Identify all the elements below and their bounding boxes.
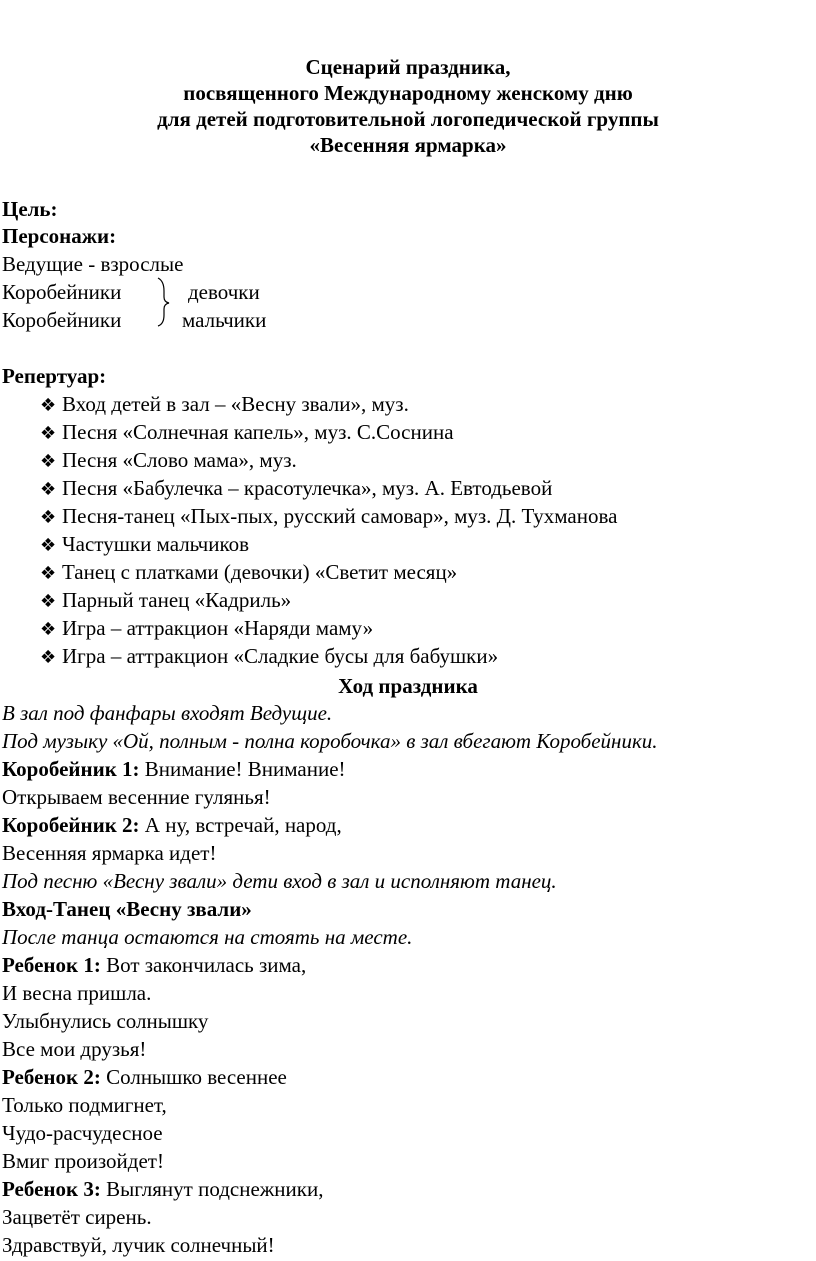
stage-direction-2: Под музыку «Ой, полным - полна коробочка» в зал вбегают Коробейники. [2, 729, 658, 753]
repertoire-item [40, 391, 409, 419]
speaker-label: Коробейник 2: [2, 813, 140, 837]
stage-direction-4: После танца остаются на стоять на месте. [2, 925, 413, 949]
goal-label: Цель: [2, 197, 58, 221]
child-2-line [2, 1064, 287, 1090]
speech-line: Только подмигнет, [2, 1093, 167, 1117]
speech-line: Зацветёт сирень. [2, 1205, 152, 1229]
peddler-1-line [2, 756, 346, 782]
grouping-brace [156, 277, 170, 327]
repertoire-item-text: Песня «Бабулечка – красотулечка», муз. А. Евтодьевой [62, 476, 553, 500]
repertoire-item-text: Парный танец «Кадриль» [62, 588, 292, 612]
speaker-label: Ребенок 3: [2, 1177, 101, 1201]
repertoire-item [40, 447, 297, 475]
peddler-2-line [2, 812, 342, 838]
repertoire-item-text: Танец с платками (девочки) «Светит месяц» [62, 560, 458, 584]
document-title [0, 54, 816, 158]
repertoire-item [40, 419, 454, 447]
characters-peddler-2: Коробейники [2, 308, 122, 332]
repertoire-item [40, 615, 373, 643]
title-line-1: Сценарий праздника, [305, 55, 511, 79]
repertoire-item-text: Песня «Слово мама», муз. [62, 448, 297, 472]
speaker-label: Ребенок 1: [2, 953, 101, 977]
repertoire-item-text: Вход детей в зал – «Весну звали», муз. [62, 392, 409, 416]
diamond-bullet-icon: ❖ [40, 423, 57, 444]
speech-text: Внимание! Внимание! [139, 757, 346, 781]
speech-line: Весенняя ярмарка идет! [2, 841, 217, 865]
speech-line: Улыбнулись солнышку [2, 1009, 209, 1033]
diamond-bullet-icon: ❖ [40, 395, 57, 416]
diamond-bullet-icon: ❖ [40, 479, 57, 500]
repertoire-item [40, 475, 552, 503]
repertoire-item-text: Песня «Солнечная капель», муз. С.Соснина [62, 420, 454, 444]
repertoire-item [40, 503, 617, 531]
repertoire-item [40, 587, 291, 615]
diamond-bullet-icon: ❖ [40, 619, 57, 640]
speech-line: Здравствуй, лучик солнечный! [2, 1233, 275, 1257]
speech-line: Все мои друзья! [2, 1037, 147, 1061]
diamond-bullet-icon: ❖ [40, 647, 57, 668]
diamond-bullet-icon: ❖ [40, 451, 57, 472]
speech-line: И весна пришла. [2, 981, 152, 1005]
title-line-3: для детей подготовительной логопедической группы [157, 107, 659, 131]
speech-line: Вмиг произойдет! [2, 1149, 164, 1173]
diamond-bullet-icon: ❖ [40, 507, 57, 528]
characters-peddler-1: Коробейники [2, 280, 122, 304]
speech-text: Солнышко весеннее [100, 1065, 287, 1089]
title-line-4: «Весенняя ярмарка» [309, 133, 507, 157]
child-1-line [2, 952, 306, 978]
repertoire-item-text: Частушки мальчиков [62, 532, 250, 556]
repertoire-label: Репертуар: [2, 364, 107, 388]
repertoire-item-text: Игра – аттракцион «Наряди маму» [62, 616, 374, 640]
characters-peddler-2-group: мальчики [182, 308, 267, 332]
characters-label: Персонажи: [2, 224, 117, 248]
speech-text: Вот закончилась зима, [100, 953, 307, 977]
repertoire-item-text: Песня-танец «Пых-пых, русский самовар», муз. Д. Тухманова [62, 504, 618, 528]
dance-heading: Вход-Танец «Весну звали» [2, 897, 252, 921]
stage-direction-1: В зал под фанфары входят Ведущие. [2, 701, 333, 725]
repertoire-item-text: Игра – аттракцион «Сладкие бусы для бабушки» [62, 644, 499, 668]
child-3-line [2, 1176, 323, 1202]
repertoire-item [40, 531, 249, 559]
speech-text: Выглянут подснежники, [100, 1177, 324, 1201]
diamond-bullet-icon: ❖ [40, 535, 57, 556]
diamond-bullet-icon: ❖ [40, 591, 57, 612]
repertoire-item [40, 643, 498, 671]
repertoire-item [40, 559, 457, 587]
title-line-2: посвященного Международному женскому дню [183, 81, 633, 105]
speech-line: Чудо-расчудесное [2, 1121, 163, 1145]
stage-direction-3: Под песню «Весну звали» дети вход в зал и исполняют танец. [2, 869, 557, 893]
characters-hosts: Ведущие - взрослые [2, 252, 184, 276]
speech-line: Открываем весенние гулянья! [2, 785, 271, 809]
characters-peddler-1-group: девочки [188, 280, 260, 304]
speaker-label: Коробейник 1: [2, 757, 140, 781]
speaker-label: Ребенок 2: [2, 1065, 101, 1089]
diamond-bullet-icon: ❖ [40, 563, 57, 584]
course-heading: Ход праздника [338, 674, 478, 698]
speech-text: А ну, встречай, народ, [139, 813, 342, 837]
